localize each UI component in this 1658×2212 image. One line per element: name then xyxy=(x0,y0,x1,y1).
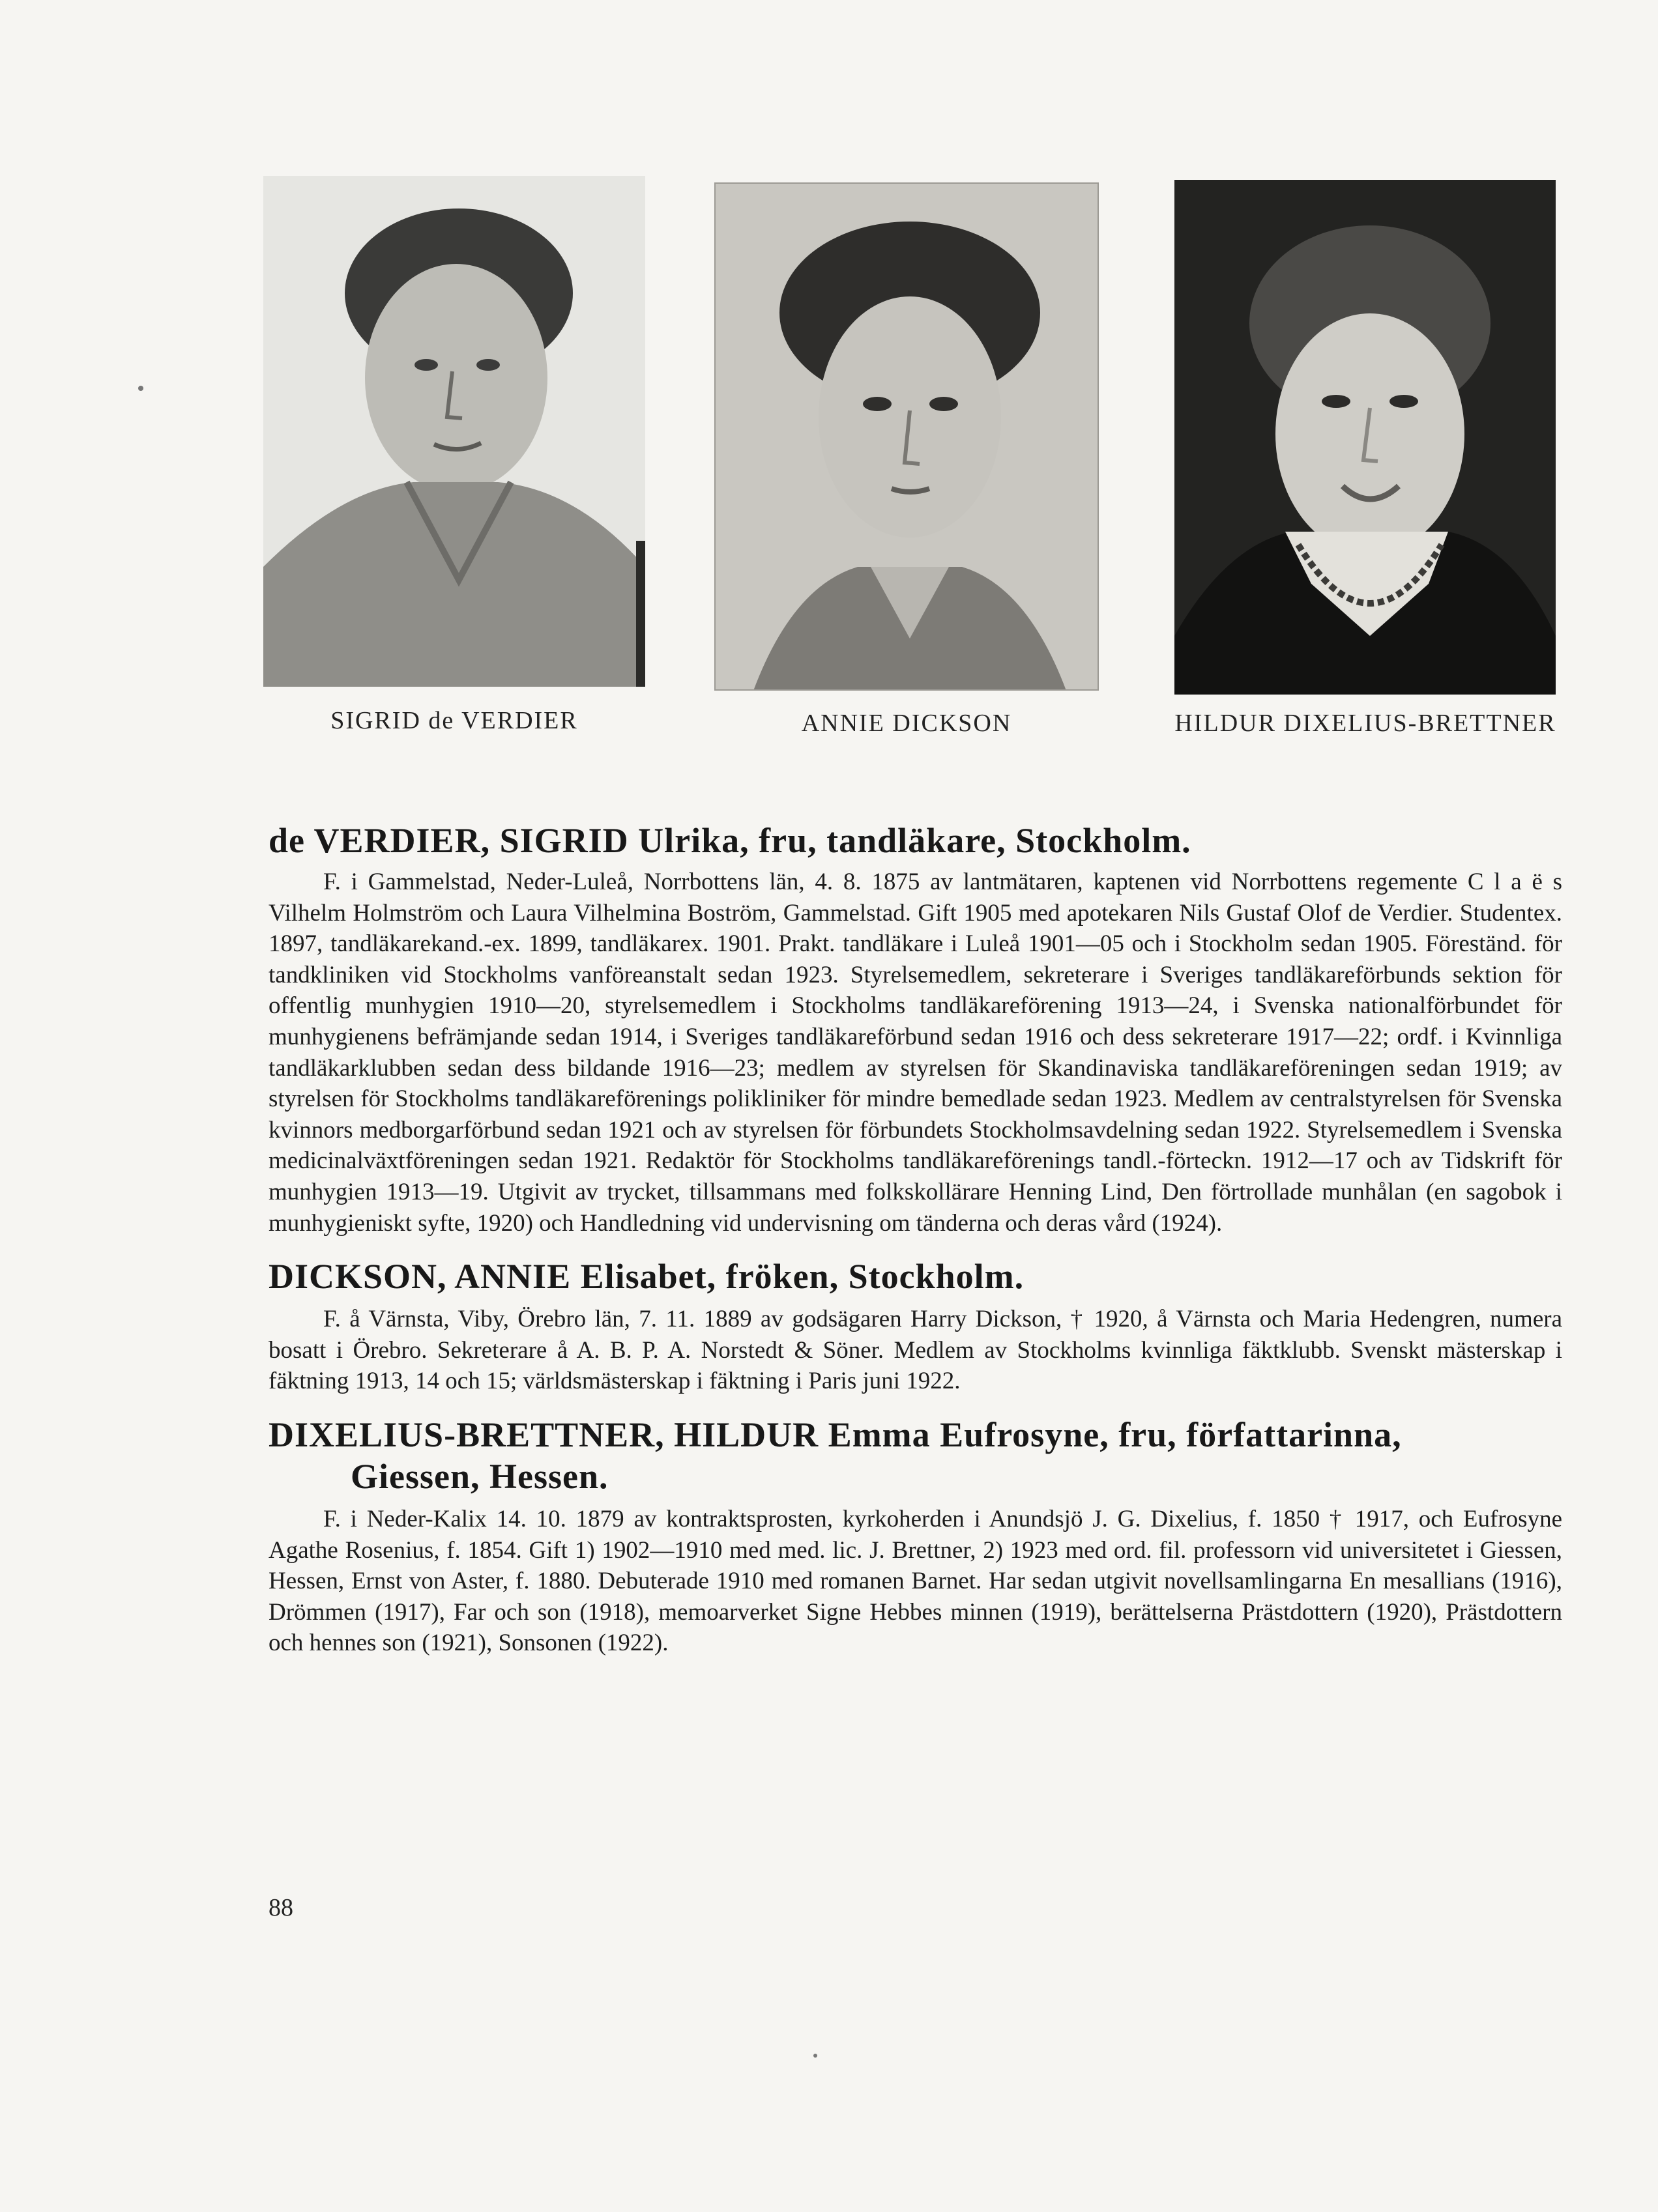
entry-heading-text: DICKSON, ANNIE Elisabet, fröken, Stockholm. xyxy=(269,1257,1025,1297)
page-number: 88 xyxy=(269,1894,293,1921)
portrait-caption: ANNIE DICKSON xyxy=(801,710,1012,737)
biography-text xyxy=(269,820,1562,1659)
entry-heading-continuation: Giessen, Hessen. xyxy=(351,1456,609,1496)
portrait-caption: SIGRID de VERDIER xyxy=(330,707,578,734)
entry-heading xyxy=(269,1414,1562,1497)
print-speck xyxy=(813,2054,817,2058)
entry-heading-text: de VERDIER, SIGRID Ulrika, fru, tandläkare, Stockholm. xyxy=(269,821,1191,860)
entry-heading xyxy=(269,1256,1562,1297)
entry-heading-text: DIXELIUS-BRETTNER, HILDUR Emma Eufrosyne, fru, författarinna, xyxy=(269,1415,1402,1454)
entry-body: F. i Neder-Kalix 14. 10. 1879 av kontraktsprosten, kyrkoherden i Anundsjö J. G. Dixelius, f. 1850 † 1917, och Eufrosyne Agathe Rosenius, f. 1854. Gift 1) 1902—1910 med med. lic. J. Brettner, 2) 1923 med ord. fil. professorn vid universitetet i Giessen, Hessen, Ernst von Aster, f. 1880. Debuterade 1910 med romanen Barnet. Har sedan utgivit novellsamlingarna En mesallians (1916), Drömmen (1917), Far och son (1918), memoarverket Signe Hebbes minnen (1919), berättelserna Prästdottern (1920), Prästdottern och hennes son (1921), Sonsonen (1922). xyxy=(269,1505,1562,1657)
portrait-sigrid-de-verdier xyxy=(263,176,645,687)
print-speck xyxy=(138,386,143,391)
entry-heading xyxy=(269,820,1562,861)
portrait-hildur-dixelius-brettner xyxy=(1174,180,1556,695)
portrait-annie-dickson xyxy=(714,182,1099,691)
portrait-caption: HILDUR DIXELIUS-BRETTNER xyxy=(1174,710,1556,737)
entry-body: F. i Gammelstad, Neder-Luleå, Norrbottens län, 4. 8. 1875 av lantmätaren, kaptenen vid Norrbottens regemente C l a ë s Vilhelm Holmström och Laura Vilhelmina Boström, Gammelstad. Gift 1905 med apotekaren Nils Gustaf Olof de Verdier. Studentex. 1897, tandläkarekand.-ex. 1899, tandläkarex. 1901. Prakt. tandläkare i Luleå 1901—05 och i Stockholm sedan 1905. Föreständ. för tandkliniken vid Stockholms vanföreanstalt sedan 1923. Styrelsemedlem, sekreterare i Sveriges tandläkareförbunds sektion för offentlig munhygien 1910—20, styrelsemedlem i Stockholms tandläkareförening 1913—24, i Svenska nationalförbundet för munhygienens befrämjande sedan 1914, i Sveriges tandläkareförbund sedan 1916 och dess sekreterare 1917—22; ordf. i Kvinnliga tandläkarklubben sedan dess bildande 1916—23; medlem av styrelsen för Skandinaviska tandläkareföreningen sedan 1919; av styrelsen för Stockholms tandläkareförenings polikliniker för mindre bemedlade sedan 1923. Medlem av centralstyrelsen för Svenska kvinnors medborgarförbund sedan 1921 och av styrelsen för förbundets Stockholmsavdelning sedan 1922. Styrelsemedlem i Svenska medicinalväxtföreningen sedan 1921. Redaktör för Stockholms tandläkareförenings tandl.-förteckn. 1912—17 och av Tidskrift för munhygien 1913—19. Utgivit av trycket, tillsammans med folkskollärare Henning Lind, Den förtrollade munhålan (en sagobok i munhygieniskt syfte, 1920) och Handledning vid undervisning om tänderna och deras vård (1924). xyxy=(269,869,1562,1237)
entry-body: F. å Värnsta, Viby, Örebro län, 7. 11. 1889 av godsägaren Harry Dickson, † 1920, å Värnsta och Maria Hedengren, numera bosatt i Örebro. Sekreterare å A. B. P. A. Norstedt & Söner. Medlem av Stockholms kvinnliga fäktklubb. Svenskt mästerskap i fäktning 1913, 14 och 15; världsmästerskap i fäktning i Paris juni 1922. xyxy=(269,1306,1562,1395)
